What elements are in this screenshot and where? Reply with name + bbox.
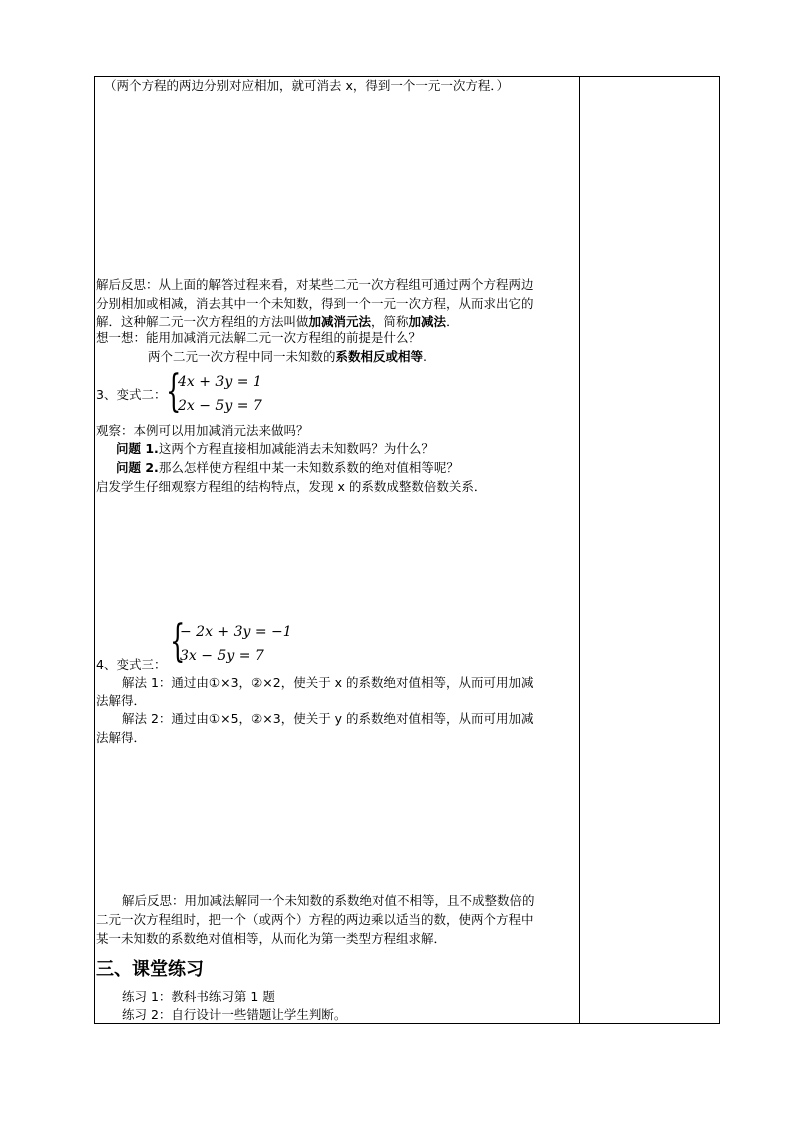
think-answer (148, 349, 427, 365)
text: 这两个方程直接相加减能消去未知数吗？为什么？ (158, 441, 434, 456)
text: 两个二元一次方程中同一未知数的 (148, 349, 336, 364)
observe-line: 观察：本例可以用加减消元法来做吗？ (96, 423, 309, 438)
variant-2-label: 3、变式二： (96, 387, 167, 402)
variant-3-label: 4、变式三： (96, 657, 167, 672)
equation-system-2 (166, 366, 286, 418)
table-frame (94, 76, 720, 1024)
reflection-2-line-1: 解后反思：用加减法解同一个未知数的系数绝对值不相等，且不成整数倍的 (122, 893, 535, 908)
reflection-2-line-3: 某一未知数的系数绝对值相等，从而化为第一类型方程组求解． (96, 931, 447, 946)
text: 解．这种解二元一次方程组的方法叫做 (96, 314, 309, 329)
question-2 (116, 460, 459, 476)
intro-line: （两个方程的两边分别对应相加，就可消去 x，得到一个一元一次方程．） (104, 78, 510, 93)
brace-icon: { (166, 366, 182, 417)
text: ，简称 (371, 314, 409, 329)
question-label: 问题 1. (116, 441, 159, 456)
column-divider (579, 76, 580, 1024)
think-question: 想一想：能用加减消元法解二元一次方程组的前提是什么？ (96, 330, 422, 345)
exercise-1: 练习 1：教科书练习第 1 题 (122, 989, 275, 1004)
reflection-1-line-2: 分别相加或相减，消去其中一个未知数，得到一个一元一次方程，从而求出它的 (96, 296, 534, 311)
text: ． (446, 314, 459, 329)
method-1-line-1: 解法 1：通过由①×3，②×2，使关于 x 的系数绝对值相等，从而可用加减 (122, 675, 534, 690)
brace-icon: { (170, 616, 186, 667)
inspire-line: 启发学生仔细观察方程组的结构特点，发现 x 的系数成整数倍数关系． (96, 479, 487, 494)
equation: 4x + 3y = 1 (178, 374, 262, 390)
reflection-1-line-1: 解后反思：从上面的解答过程来看，对某些二元一次方程组可通过两个方程两边 (96, 277, 534, 292)
term-bold: 加减消元法 (308, 314, 372, 329)
method-2-line-2: 法解得． (96, 730, 147, 745)
method-2-line-1: 解法 2：通过由①×5，②×3，使关于 y 的系数绝对值相等，从而可用加减 (122, 711, 534, 726)
text: 那么怎样使方程组中某一未知数系数的绝对值相等呢？ (158, 460, 459, 475)
equation: − 2x + 3y = −1 (180, 624, 292, 640)
term-bold: 系数相反或相等 (335, 349, 424, 364)
equation: 2x − 5y = 7 (178, 398, 262, 414)
term-bold: 加减法 (408, 314, 447, 329)
equation-system-3 (170, 616, 300, 668)
exercise-2: 练习 2：自行设计一些错题让学生判断。 (122, 1007, 347, 1022)
question-label: 问题 2. (116, 460, 159, 475)
equation: 3x − 5y = 7 (180, 648, 264, 664)
reflection-1-line-3 (96, 314, 459, 330)
text: . (423, 349, 428, 364)
question-1 (116, 441, 434, 457)
method-1-line-2: 法解得． (96, 693, 147, 708)
reflection-2-line-2: 二元一次方程组时，把一个（或两个）方程的两边乘以适当的数，使两个方程中 (96, 912, 534, 927)
section-3-heading: 三、课堂练习 (96, 959, 204, 980)
